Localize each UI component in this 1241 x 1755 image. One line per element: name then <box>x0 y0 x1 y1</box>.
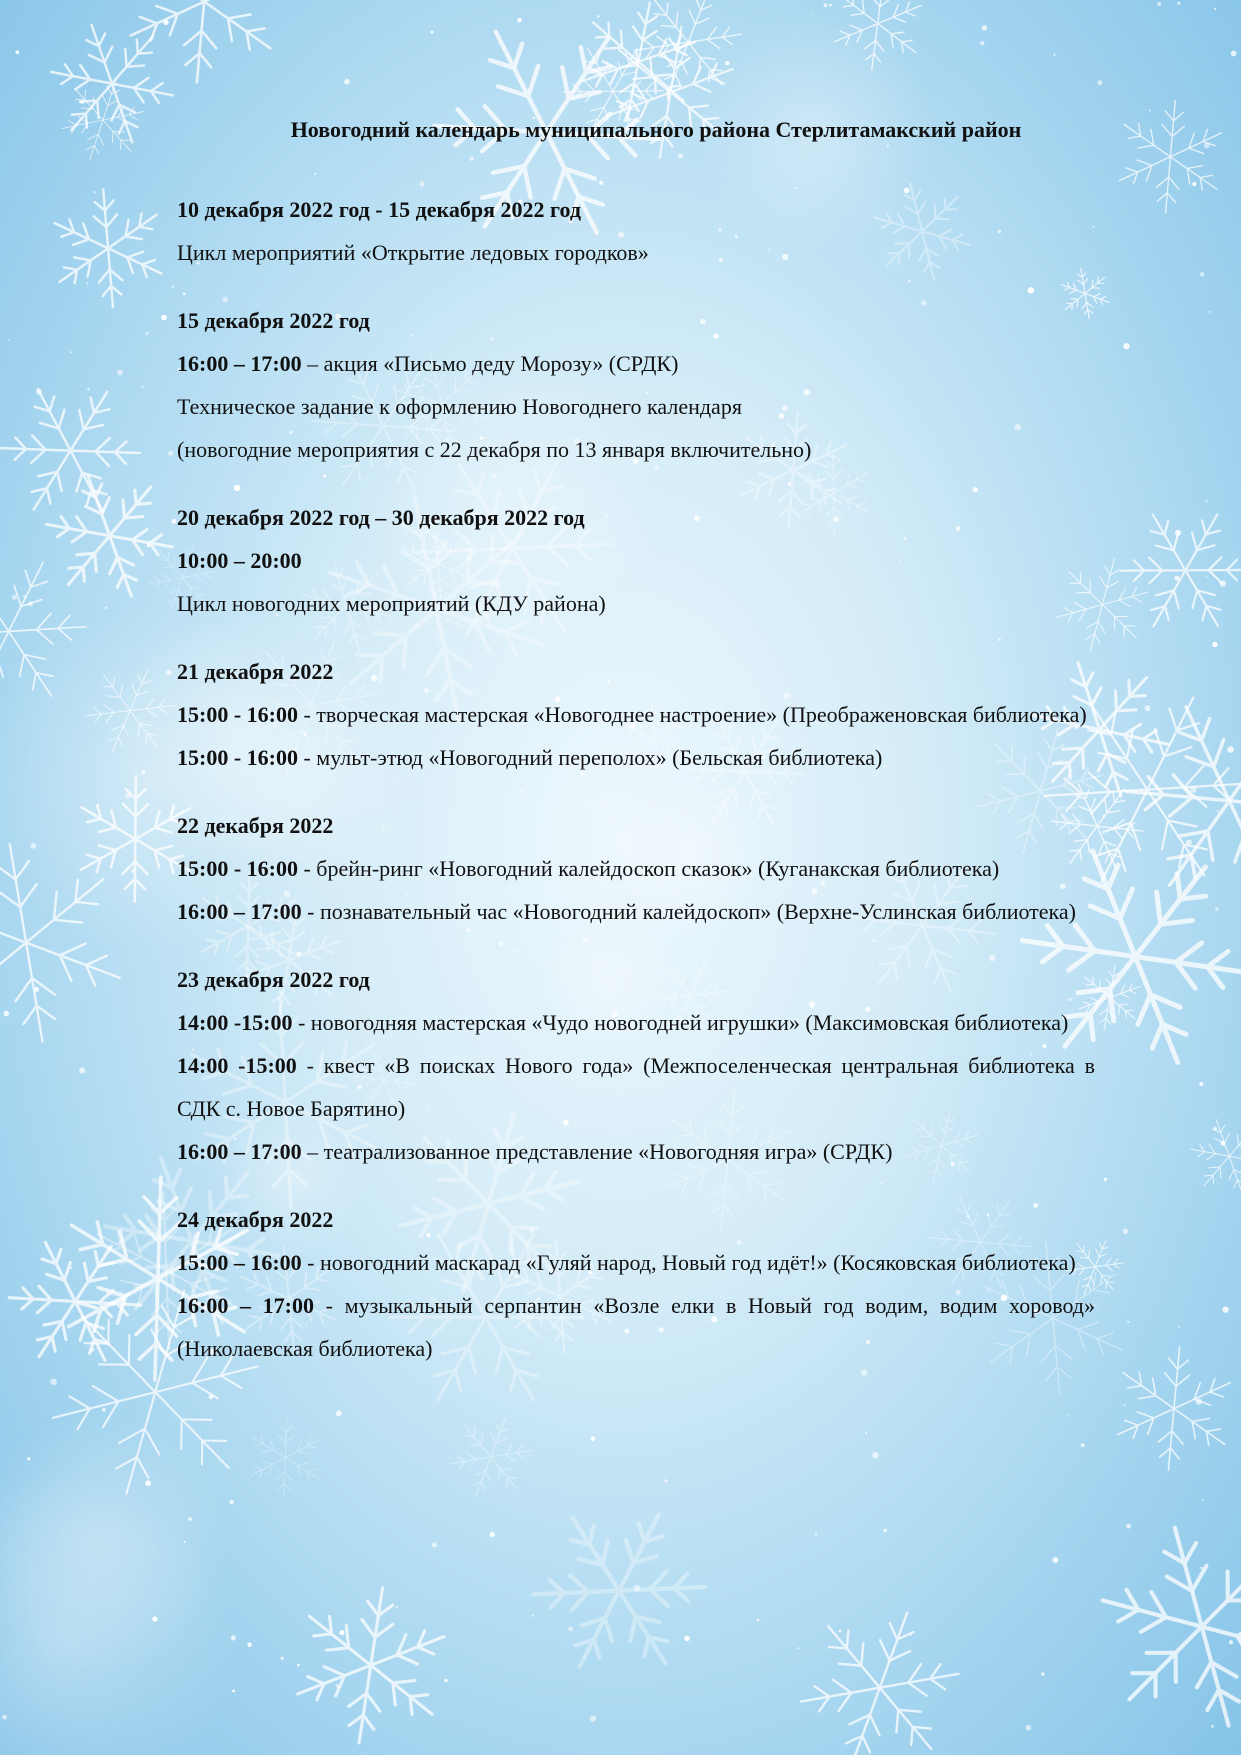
event-line <box>177 539 1095 582</box>
event-line <box>177 1284 1095 1370</box>
event-description: - музыкальный серпантин «Возле елки в Новый год водим, водим хоровод» (Николаевская библиотека) <box>177 1293 1096 1361</box>
event-date: 10 декабря 2022 год - 15 декабря 2022 год <box>177 197 581 222</box>
event-description: - новогодняя мастерская «Чудо новогодней игрушки» (Максимовская библиотека) <box>292 1010 1069 1035</box>
event-day-section <box>177 496 1095 625</box>
event-time: 14:00 -15:00 <box>177 1010 293 1035</box>
event-line <box>177 1241 1095 1284</box>
event-date: 15 декабря 2022 год <box>177 308 370 333</box>
event-description: - брейн-ринг «Новогодний калейдоскоп сказок» (Куганакская библиотека) <box>297 856 1000 881</box>
event-line <box>177 582 1095 625</box>
event-description: - мульт-этюд «Новогодний переполох» (Бельская библиотека) <box>297 745 883 770</box>
event-date: 24 декабря 2022 <box>177 1207 334 1232</box>
event-time: 16:00 – 17:00 <box>177 1293 314 1318</box>
calendar-document <box>177 116 1095 1395</box>
event-description: Цикл новогодних мероприятий (КДУ района) <box>177 591 606 616</box>
event-line <box>177 1044 1095 1130</box>
event-time: 15:00 - 16:00 <box>177 702 298 727</box>
event-time: 15:00 – 16:00 <box>177 1250 302 1275</box>
event-description: Цикл мероприятий «Открытие ледовых городков» <box>177 240 649 265</box>
page-title: Новогодний календарь муниципального района Стерлитамакский район <box>290 117 1022 142</box>
event-description: – театрализованное представление «Новогодняя игра» (СРДК) <box>301 1139 893 1164</box>
event-description: Техническое задание к оформлению Новогоднего календаря <box>177 394 742 419</box>
event-date: 21 декабря 2022 <box>177 659 334 684</box>
event-line <box>177 1130 1095 1173</box>
event-day-section <box>177 804 1095 933</box>
event-line <box>177 231 1095 274</box>
event-time: 10:00 – 20:00 <box>177 548 302 573</box>
event-line <box>177 428 1095 471</box>
event-date: 22 декабря 2022 <box>177 813 334 838</box>
event-line <box>177 693 1095 736</box>
event-description: – акция «Письмо деду Морозу» (СРДК) <box>301 351 679 376</box>
event-description: (новогодние мероприятия с 22 декабря по 13 января включительно) <box>177 437 812 462</box>
event-description: - познавательный час «Новогодний калейдоскоп» (Верхне-Услинская библиотека) <box>301 899 1077 924</box>
event-line <box>177 385 1095 428</box>
event-day-section <box>177 188 1095 274</box>
event-sections <box>177 188 1095 1370</box>
event-line <box>177 342 1095 385</box>
event-line <box>177 890 1095 933</box>
event-line <box>177 847 1095 890</box>
event-line <box>177 1001 1095 1044</box>
event-day-section <box>177 650 1095 779</box>
event-time: 16:00 – 17:00 <box>177 1139 302 1164</box>
event-line <box>177 736 1095 779</box>
event-day-section <box>177 958 1095 1173</box>
event-time: 15:00 - 16:00 <box>177 856 298 881</box>
event-description: - творческая мастерская «Новогоднее настроение» (Преображеновская библиотека) <box>297 702 1087 727</box>
event-date: 23 декабря 2022 год <box>177 967 370 992</box>
event-description: - квест «В поисках Нового года» (Межпоселенческая центральная библиотека в СДК с. Новое Барятино) <box>177 1053 1095 1121</box>
event-day-section <box>177 1198 1095 1370</box>
event-time: 15:00 - 16:00 <box>177 745 298 770</box>
event-time: 16:00 – 17:00 <box>177 899 302 924</box>
event-date: 20 декабря 2022 год – 30 декабря 2022 год <box>177 505 585 530</box>
event-time: 14:00 -15:00 <box>177 1053 297 1078</box>
event-time: 16:00 – 17:00 <box>177 351 302 376</box>
event-day-section <box>177 299 1095 471</box>
event-description: - новогодний маскарад «Гуляй народ, Новый год идёт!» (Косяковская библиотека) <box>301 1250 1076 1275</box>
